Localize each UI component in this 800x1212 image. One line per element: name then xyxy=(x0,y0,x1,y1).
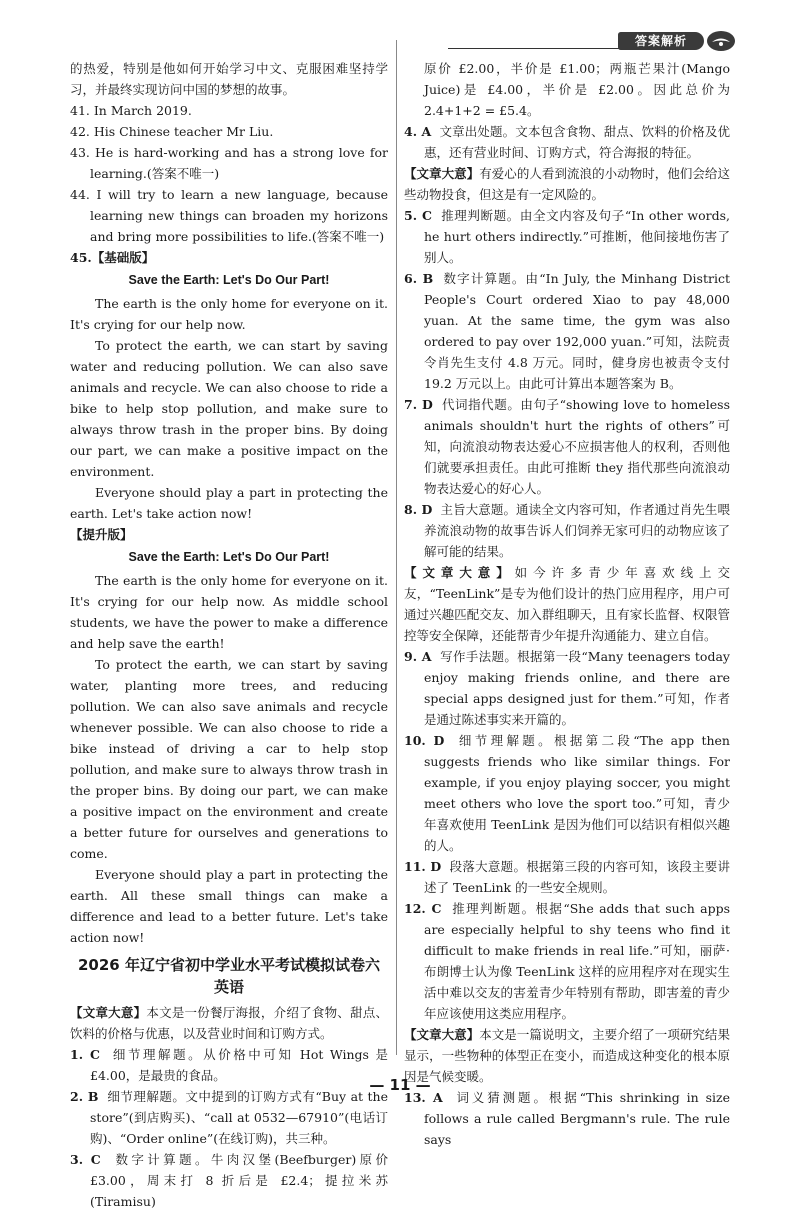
column-divider xyxy=(396,40,397,1055)
advanced-essay-para-1: The earth is the only home for everyone on it. It's crying for our help now. As middle school students, we have the power to make a difference and help save the earth! xyxy=(70,573,388,651)
item-number: 12. C xyxy=(404,901,442,916)
item-text: 文章出处题。文本包含食物、甜点、饮料的价格及优惠，还有营业时间、订购方式，符合海报的特征。 xyxy=(424,124,730,160)
paper-title: 2026 年辽宁省初中学业水平考试模拟试卷六 xyxy=(78,956,380,974)
intro-text: 的热爱，特别是他如何开始学习中文、克服困难坚持学习，并最终实现访问中国的梦想的故事。 xyxy=(70,61,388,97)
summary-tag: 【文章大意】 xyxy=(404,565,515,580)
item-text: 细节理解题。根据第二段“The app then suggests friends who like similar things. For example, if you enjoy playing soccer, you might meet others who love the sport too.”可知，青少年喜欢使用 TeenLink 是因为他们可以结识有相似兴趣的人。 xyxy=(424,733,730,853)
header-rule xyxy=(448,48,620,49)
summary-1 xyxy=(70,1002,388,1044)
answer-item xyxy=(404,499,730,562)
item-number: 2. B xyxy=(70,1089,99,1104)
item-text: 推理判断题。由全文内容及句子“In other words, he hurt others indirectly.”可推断，他间接地伤害了别人。 xyxy=(424,208,731,265)
article-summary xyxy=(404,163,730,205)
advanced-label: 【提升版】 xyxy=(70,527,133,542)
basic-essay-title: Save the Earth: Let's Do Our Part! xyxy=(128,273,330,287)
page-number: — 11 — xyxy=(369,1076,431,1094)
item-number: 10. D xyxy=(404,733,445,748)
item-number: 6. B xyxy=(404,271,434,286)
item-number: 11. D xyxy=(404,859,442,874)
item-number: 9. A xyxy=(404,649,432,664)
item-number: 5. C xyxy=(404,208,432,223)
item-text: 主旨大意题。通读全文内容可知，作者通过肖先生喂养流浪动物的故事告诉人们饲养无家可归的动物应该了解可能的结果。 xyxy=(424,502,730,559)
answer-41: 41. In March 2019. xyxy=(70,103,192,118)
answer-item xyxy=(404,730,730,856)
answer-item xyxy=(404,898,730,1024)
summary-text: 如今许多青少年喜欢线上交友，“TeenLink”是专为他们设计的热门应用程序，用户可通过兴趣匹配交友、加入群组聊天，且有家长监督、权限管控等安全保障，还能帮青少年提升沟通能力、建立自信。 xyxy=(404,565,730,643)
item-text: 细节理解题。从价格中可知 Hot Wings 是 £4.00，是最贵的食品。 xyxy=(90,1047,388,1083)
left-column xyxy=(70,58,388,1212)
answer-44: 44. I will try to learn a new language, because learning new things can broaden my horizons and bring more possibilities to life.(答案不唯一) xyxy=(70,187,388,244)
answer-item xyxy=(404,205,730,268)
answer-item xyxy=(404,394,730,499)
answer-item xyxy=(404,856,730,898)
answer-item xyxy=(404,646,730,730)
summary-tag: 【文章大意】 xyxy=(404,166,480,181)
summary-text: 有爱心的人看到流浪的小动物时，他们会给这些动物投食，但这是有一定风险的。 xyxy=(404,166,730,202)
answer-42: 42. His Chinese teacher Mr Liu. xyxy=(70,124,274,139)
advanced-essay-para-2: To protect the earth, we can start by saving water, planting more trees, and reducing pollution. We can also save animals and recycle whenever possible. We can also choose to ride a bike instead of driving a car to help stop pollution, and make sure to always throw trash in the proper bins. By doing our part, we can make a positive impact on the environment and create a better future for ourselves and generations to come. xyxy=(70,657,388,861)
book-logo-icon xyxy=(706,30,736,52)
basic-essay-para-2: To protect the earth, we can start by saving water and reducing pollution. We can also save animals and recycle. We can also choose to ride a bike to help stop pollution, and make sure to always throw trash in the proper bins. By doing our part, we can make a positive impact on the environment. xyxy=(70,338,388,479)
item-number: 3. C xyxy=(70,1152,101,1167)
advanced-essay-para-3: Everyone should play a part in protecting the earth. All these small things can make a difference and lead to a better future. Let's take action now! xyxy=(70,867,388,945)
summary-text: 本文是一篇说明文，主要介绍了一项研究结果显示，一些物种的体型正在变小，而造成这种变化的根本原因是气候变暖。 xyxy=(404,1027,730,1084)
page-header xyxy=(448,30,748,52)
item-text: 写作手法题。根据第一段“Many teenagers today enjoy making friends online, and there are special apps designed just for them.”可知，作者是通过陈述事实来开篇的。 xyxy=(424,649,730,727)
item-text: 数字计算题。牛肉汉堡(Beefburger)原价 £3.00，周末打 8 折后是 £2.4；提拉米苏(Tiramisu) xyxy=(90,1152,389,1209)
item-number: 7. D xyxy=(404,397,433,412)
item-text: 数字计算题。由“In July, the Minhang District People's Court ordered Xiao to pay 48,000 yuan. At the same time, the gym was also ordered to pay over 192,000 yuan.”可知，法院责令肖先生支付 4.8 万元。同时，健身房也被责令支付 19.2 万元以上。由此可计算出本题答案为 B。 xyxy=(424,271,730,391)
advanced-essay-title: Save the Earth: Let's Do Our Part! xyxy=(128,550,330,564)
item-text: 代词指代题。由句子“showing love to homeless animals shouldn't hurt the rights of others”可知，向流浪动物表达爱心不应损害他人的权利，否则他们就要承担责任。由此可推断 they 指代那些向流浪动物表达爱心的好心人。 xyxy=(424,397,730,496)
item-2 xyxy=(70,1086,388,1149)
item-number: 4. A xyxy=(404,124,432,139)
answer-item xyxy=(404,121,730,163)
item-text: 推理判断题。根据“She adds that such apps are especially helpful to shy teens who find it difficult to make friends in real life.”可知，丽萨·布朗博士认为像 TeenLink 这样的应用程序对在现实生活中难以交友的害羞青少年特别有帮助，即害羞的青少年应该使用这类应用程序。 xyxy=(424,901,730,1021)
item-number: 13. A xyxy=(404,1090,443,1105)
answer-analysis-badge: 答案解析 xyxy=(618,32,704,50)
answer-item xyxy=(404,268,730,394)
summary-tag: 【文章大意】 xyxy=(404,1027,480,1042)
basic-essay-para-3: Everyone should play a part in protecting the earth. Let's take action now! xyxy=(70,485,388,521)
item-text: 段落大意题。根据第三段的内容可知，该段主要讲述了 TeenLink 的一些安全规则。 xyxy=(424,859,730,895)
paper-subject: 英语 xyxy=(213,978,244,996)
answer-item xyxy=(404,1087,730,1150)
item-text: 词义猜测题。根据“This shrinking in size follows a rule called Bergmann's rule. The rule says xyxy=(424,1090,730,1147)
q45-basic-label: 45.【基础版】 xyxy=(70,250,155,265)
item-text: 细节理解题。文中提到的订购方式有“Buy at the store”(到店购买)、“call at 0532—67910”(电话订购)、“Order online”(在线订购)，共三种。 xyxy=(90,1089,388,1146)
item-3 xyxy=(70,1149,388,1212)
item-number: 1. C xyxy=(70,1047,100,1062)
right-column xyxy=(404,58,730,1150)
basic-essay-para-1: The earth is the only home for everyone on it. It's crying for our help now. xyxy=(70,296,388,332)
item-continuation: 原价 £2.00，半价是 £1.00；两瓶芒果汁(Mango Juice)是 £4.00，半价是 £2.00。因此总价为 2.4+1+2 = £5.4。 xyxy=(424,61,730,118)
item-number: 8. D xyxy=(404,502,433,517)
summary-tag: 【文章大意】 xyxy=(70,1005,147,1020)
answer-43: 43. He is hard-working and has a strong love for learning.(答案不唯一) xyxy=(70,145,388,181)
summary-text: 本文是一份餐厅海报，介绍了食物、甜点、饮料的价格与优惠，以及营业时间和订购方式。 xyxy=(70,1005,388,1041)
article-summary xyxy=(404,562,730,646)
